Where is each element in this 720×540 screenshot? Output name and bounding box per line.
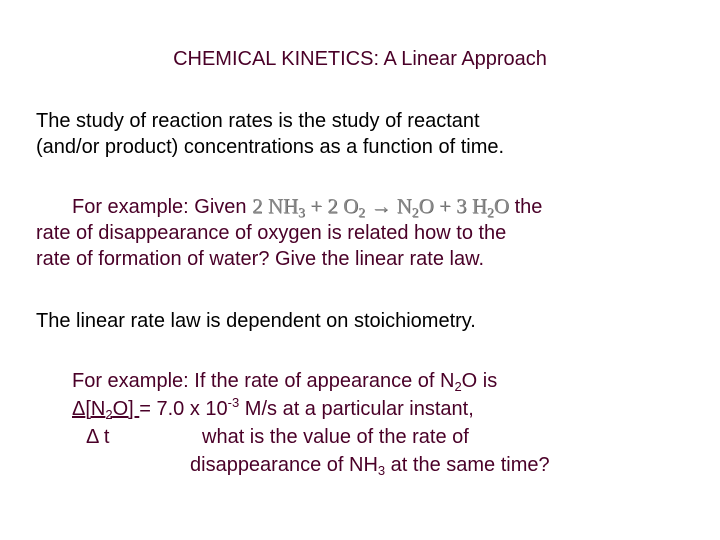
rate-denominator: Δ t (86, 426, 110, 448)
intro-line-2: (and/or product) concentrations as a function of time. (36, 136, 505, 158)
example-2-line-2: $\Delta[N_2O] = 7.0$ x $10^{-3}$ M/s at a particular instant, (72, 395, 474, 422)
example-2-line-1: For example: If the rate of appearance of $N_2O$ is (72, 370, 498, 394)
rate-numerator: $\Delta[N_2O]$ (72, 398, 140, 422)
example-2-line-4: disappearance of $NH_3$ at the same time? (190, 454, 550, 478)
example-1-paragraph (36, 193, 542, 272)
example-1-tail: the (509, 196, 543, 218)
example-1-line-3: rate of formation of water? Give the linear rate law. (36, 248, 484, 270)
example-1-line-2: rate of disappearance of oxygen is related how to the (36, 222, 507, 244)
stoichiometry-statement: The linear rate law is dependent on stoichiometry. (36, 310, 476, 332)
example-2-paragraph (72, 367, 550, 479)
example-2-line-3: Δ t what is the value of the rate of (72, 423, 550, 451)
intro-line-1: The study of reaction rates is the study of reactant (36, 110, 480, 132)
example-1-lead: For example: Given (72, 196, 253, 218)
slide-title: CHEMICAL KINETICS: A Linear Approach (173, 48, 547, 70)
intro-paragraph (36, 108, 504, 160)
reaction-equation: 2 $NH_3 + 2$ $O_2 \to N_2O + 3$ $H_2O$ (252, 194, 510, 221)
